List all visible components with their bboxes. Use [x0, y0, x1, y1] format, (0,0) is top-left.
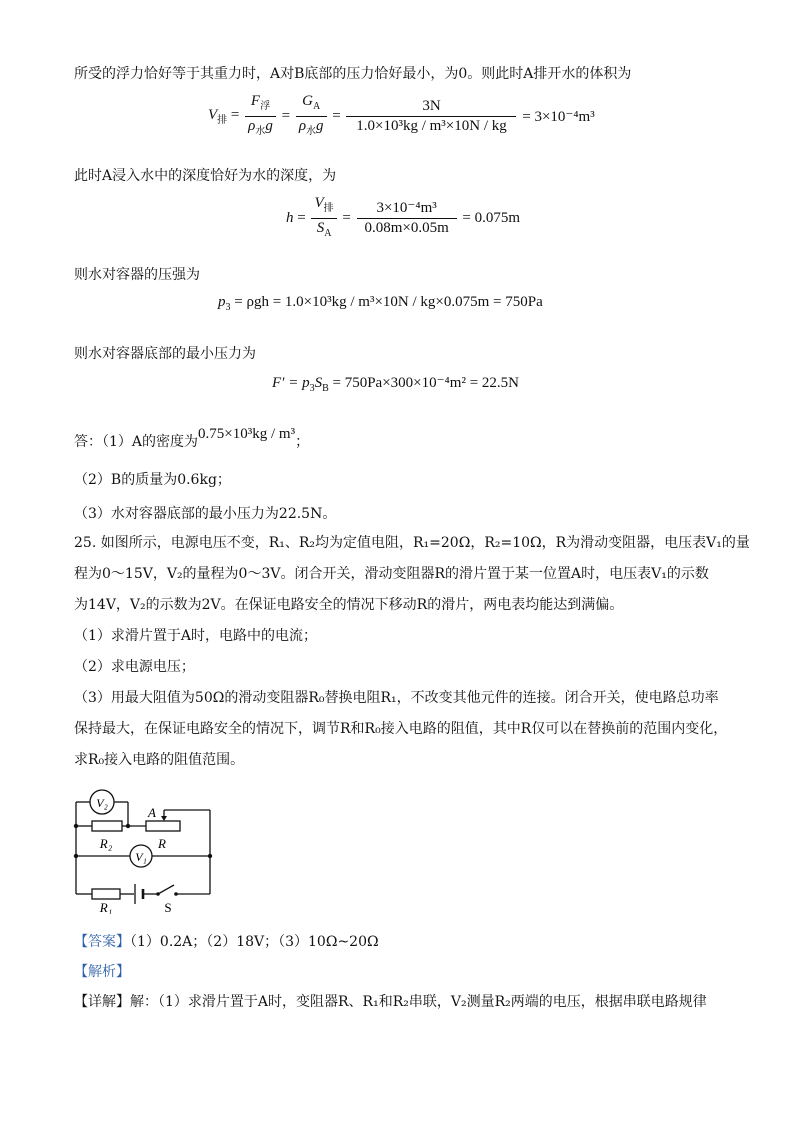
equation-buoyancy-volume: $V_排$ = $\frac{F_浮}{\rho_水g}$ = $\frac{G_A}{\rho_水g}$ = $\frac{3N}{\text{1.0×10³kg / m³×10N / kg}}$ = 3×10⁻⁴m³	[208, 92, 595, 141]
eq-body: = ρgh = 1.0×10³kg / m³×10N / kg×0.075m = 750Pa	[230, 294, 543, 310]
eq-symbol: V	[314, 195, 324, 211]
detail-text: 解：（1）求滑片置于A时，变阻器R、R₁和R₂串联，V₂测量R₂两端的电压，根据串联电路规律	[130, 994, 707, 1010]
switch-label: S	[164, 900, 172, 914]
fraction	[245, 92, 276, 141]
eq-subscript: 水	[255, 126, 266, 137]
eq-denominator: 0.08m×0.05m	[357, 218, 457, 238]
question-subpart: （2）求电源电压；	[74, 659, 195, 675]
answer-tag: 【答案】	[74, 934, 130, 950]
eq-body: = 750Pa×300×10⁻⁴m² = 22.5N	[328, 375, 519, 391]
eq-subscript: 水	[306, 126, 317, 137]
analysis-tag: 【解析】	[74, 964, 130, 980]
junction-dot	[208, 854, 212, 858]
eq-result: = 3×10⁻⁴m³	[522, 109, 595, 125]
question-text: 25. 如图所示，电源电压不变，R₁、R₂均为定值电阻，R₁=20Ω，R₂=10Ω，R为滑动变阻器，电压表V₁的量	[74, 535, 750, 551]
eq-symbol: p	[218, 294, 226, 310]
text-line: 所受的浮力恰好等于其重力时，A对B底部的压力恰好最小，为0。则此时A排开水的体积为	[74, 66, 632, 82]
eq-result: = 0.075m	[462, 210, 520, 226]
circuit-diagram	[68, 786, 228, 914]
eq-subscript: A	[312, 101, 321, 112]
equation-pressure	[218, 294, 543, 313]
resistor-r1-label: R₁	[99, 900, 113, 914]
switch-icon	[158, 885, 174, 894]
eq-subscript: B	[322, 383, 329, 394]
eq-subscript: 浮	[260, 101, 271, 112]
answer-line-3: （3）水对容器底部的最小压力为22.5N。	[74, 506, 337, 522]
question-subpart: 求R₀接入电路的阻值范围。	[74, 752, 245, 768]
slider-point-label: A	[148, 805, 156, 820]
switch-contact	[174, 892, 178, 896]
answer-density-value: 0.75×10³kg / m³	[198, 426, 296, 442]
fraction	[357, 199, 457, 238]
eq-symbol: g	[316, 118, 324, 134]
eq-subscript: 3	[225, 302, 231, 313]
question-subpart: （3）用最大阻值为50Ω的滑动变阻器R₀替换电阻R₁，不改变其他元件的连接。闭合开关，使电路总功率	[74, 690, 719, 706]
fraction	[311, 194, 336, 243]
eq-numerator: 3N	[422, 98, 441, 114]
answer-prefix: 答：（1）A的密度为	[74, 434, 199, 450]
voltmeter-v1-label: V₁	[135, 850, 147, 864]
slider-arrow-icon	[161, 816, 167, 821]
junction-dot	[74, 854, 78, 858]
text-line: 此时A浸入水中的深度恰好为水的深度，为	[74, 168, 337, 184]
eq-subscript: A	[324, 228, 332, 239]
answer-line-2: （2）B的质量为0.6kg；	[74, 472, 231, 488]
resistor-r	[146, 821, 180, 831]
voltmeter-v2-label: V₂	[96, 796, 108, 810]
eq-denominator: 1.0×10³kg / m³×10N / kg	[346, 116, 516, 136]
eq-symbol: ρ	[248, 118, 256, 134]
eq-symbol: G	[302, 93, 313, 109]
eq-subscript: 排	[323, 203, 334, 214]
question-subpart: 保持最大，在保证电路安全的情况下，调节R和R₀接入电路的阻值，其中R仅可以在替换前的范围内变化，	[74, 721, 728, 737]
eq-symbol: S	[316, 220, 325, 236]
eq-symbol: F	[250, 93, 261, 109]
eq-symbol: S	[314, 375, 323, 391]
resistor-r1	[92, 889, 120, 899]
equation-force	[272, 373, 519, 394]
detail-line	[74, 992, 707, 1012]
junction-dot	[74, 824, 78, 828]
text-line: 则水对容器的压强为	[74, 267, 200, 283]
eq-numerator: 3×10⁻⁴m³	[376, 200, 437, 216]
eq-symbol: h	[286, 210, 294, 226]
resistor-r2	[92, 821, 122, 831]
analysis-line	[74, 962, 130, 982]
answer-text: （1）0.2A；（2）18V；（3）10Ω~20Ω	[130, 934, 379, 950]
answer-suffix: ；	[295, 434, 310, 450]
question-subpart: （1）求滑片置于A时，电路中的电流；	[74, 628, 318, 644]
eq-symbol: ρ	[298, 118, 307, 134]
fraction	[346, 97, 516, 136]
answer-line	[74, 932, 379, 952]
answer-line-1	[74, 426, 310, 452]
question-text: 为14V，V₂的示数为2V。在保证电路安全的情况下移动R的滑片，两电表均能达到满偏。	[74, 597, 624, 613]
resistor-r-label: R	[158, 836, 166, 851]
question-text: 程为0～15V，V₂的量程为0～3V。闭合开关，滑动变阻器R的滑片置于某一位置A时，电压表V₁的示数	[74, 566, 709, 582]
eq-symbol: V	[208, 107, 218, 123]
detail-tag: 【详解】	[74, 994, 130, 1010]
resistor-r2-label: R₂	[99, 836, 113, 851]
eq-subscript: 排	[217, 115, 228, 126]
eq-symbol: F′ = p	[272, 375, 310, 391]
fraction	[296, 92, 327, 141]
equation-depth: h = $\frac{V_排}{S_A}$ = $\frac{\text{3×10⁻⁴m³}}{0.08m\times 0.05m}$ = 0.075m	[286, 194, 520, 243]
eq-symbol: g	[265, 118, 273, 134]
text-line: 则水对容器底部的最小压力为	[74, 346, 256, 362]
junction-dot	[126, 824, 130, 828]
eq-subscript: 3	[309, 383, 315, 394]
